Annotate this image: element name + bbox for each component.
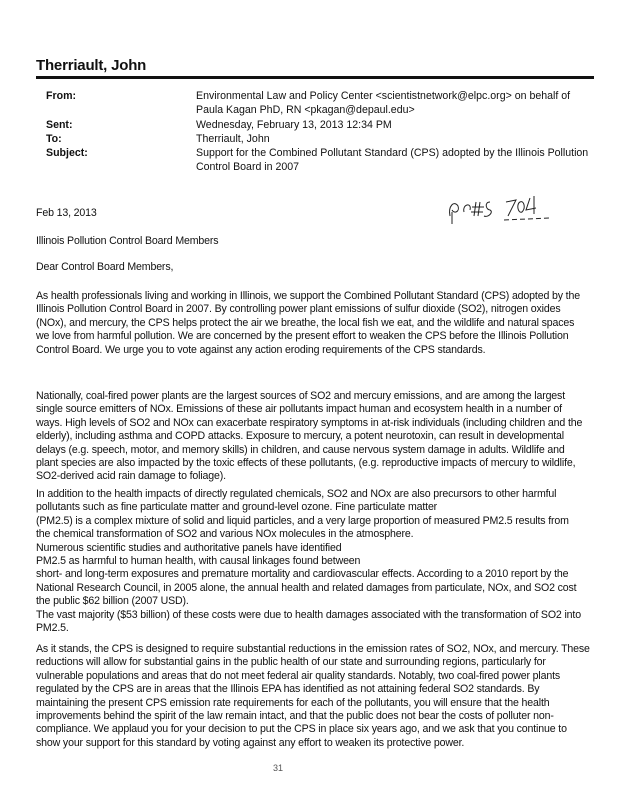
paragraph-line: SO2-derived acid rain damage to foliage). bbox=[36, 470, 226, 483]
paragraph-line: elderly), including asthma and COPD attacks. Exposure to mercury, a potent neurotoxin, can result in developmental bbox=[36, 430, 564, 443]
paragraph-line: reductions will allow for substantial gains in the public health of our state and surrounding regions, particularly for bbox=[36, 656, 546, 669]
page-number: 31 bbox=[273, 763, 284, 773]
paragraph-line: improvements behind the spirit of the law remain intact, and that the public does not bear the costs of polluter non- bbox=[36, 709, 554, 722]
paragraph-line: ways. High levels of SO2 and NOx can exacerbate respiratory symptoms in at-risk individuals (including children and the bbox=[36, 416, 583, 429]
paragraph-line: compliance. We applaud you for your decision to put the CPS in place six years ago, and we ask that you continue to bbox=[36, 723, 567, 736]
paragraph-line: PM2.5 as harmful to human health, with causal linkages found between bbox=[36, 554, 361, 567]
paragraph-line: the public $62 billion (2007 USD). bbox=[36, 595, 189, 608]
sent-value: Wednesday, February 13, 2013 12:34 PM bbox=[196, 119, 392, 131]
subject-label: Subject: bbox=[46, 147, 88, 159]
paragraph-line: PM2.5. bbox=[36, 621, 69, 634]
paragraph-1 bbox=[36, 290, 580, 357]
to-label: To: bbox=[46, 133, 62, 145]
from-label: From: bbox=[46, 90, 77, 102]
paragraph-line: National Research Council, in 2005 alone, the annual health and related damages from particulate, NOx, and SO2 cost bbox=[36, 581, 577, 594]
letter-date: Feb 13, 2013 bbox=[36, 207, 97, 219]
paragraph-line: The vast majority ($53 billion) of these costs were due to health damages associated with the transformation of SO2 into bbox=[36, 608, 581, 621]
paragraph-line: short- and long-term exposures and premature mortality and cardiovascular effects. According to a 2010 report by the bbox=[36, 568, 569, 581]
paragraph-line: single source emitters of NOx. Emissions of these air pollutants impact human and ecosystem health in a number of bbox=[36, 403, 562, 416]
from-value: Environmental Law and Policy Center <scientistnetwork@elpc.org> on behalf of Paula Kagan PhD, RN <pkagan@depaul.edu> bbox=[196, 90, 571, 116]
header-divider bbox=[36, 76, 594, 79]
paragraph-line: (PM2.5) is a complex mixture of solid and liquid particles, and a very large proportion of measured PM2.5 results from bbox=[36, 514, 569, 527]
paragraph-line: show your support for this standard by voting against any effort to weaken its protective power. bbox=[36, 736, 465, 749]
paragraph-line: As it stands, the CPS is designed to require substantial reductions in the emission rates of SO2, NOx, and mercury. These bbox=[36, 643, 590, 655]
letter-addressee: Illinois Pollution Control Board Members bbox=[36, 235, 219, 247]
paragraph-3 bbox=[36, 488, 581, 635]
paragraph-line: we love from harmful pollution. We are concerned by the present effort to weaken the CPS before the Illinois Pollution bbox=[36, 330, 569, 343]
paragraph-2 bbox=[36, 390, 582, 484]
paragraph-line: delays (e.g. speech, motor, and memory skills) in children, and cause nervous system damage in adults. Wildlife and bbox=[36, 443, 565, 456]
mailbox-owner-name: Therriault, John bbox=[36, 57, 147, 74]
handwritten-stamp bbox=[446, 186, 556, 231]
paragraph-line: regulated by the CPS are in areas that the Illinois EPA has identified as not attaining federal SO2 standards. By bbox=[36, 683, 540, 696]
paragraph-line: vulnerable populations and areas that do not meet federal air quality standards. Notably, two coal-fired power plants bbox=[36, 669, 561, 682]
paragraph-line: (NOx), and mercury, the CPS helps protect the air we breathe, the local fish we eat, and the wildlife and natural spaces bbox=[36, 316, 575, 329]
paragraph-line: As health professionals living and working in Illinois, we support the Combined Pollutant Standard (CPS) adopted by the bbox=[36, 290, 580, 302]
paragraph-line: Control Board. We urge you to vote against any action eroding requirements of the CPS standards. bbox=[36, 343, 486, 356]
subject-value: Support for the Combined Pollutant Standard (CPS) adopted by the Illinois Pollution Control Board in 2007 bbox=[196, 147, 589, 173]
paragraph-line: Nationally, coal-fired power plants are the largest sources of SO2 and mercury emissions, and are among the largest bbox=[36, 390, 565, 402]
paragraph-line: In addition to the health impacts of directly regulated chemicals, SO2 and NOx are also precursors to other harmful bbox=[36, 488, 557, 500]
paragraph-line: Numerous scientific studies and authoritative panels have identified bbox=[36, 541, 342, 554]
paragraph-line: the chemical transformation of SO2 and various NOx molecules in the atmosphere. bbox=[36, 528, 414, 541]
sent-label: Sent: bbox=[46, 119, 73, 131]
paragraph-line: Illinois Pollution Control Board in 2007. By controlling power plant emissions of sulfur dioxide (SO2), nitrogen oxides bbox=[36, 303, 561, 316]
to-value: Therriault, John bbox=[196, 133, 270, 145]
paragraph-4 bbox=[36, 643, 590, 750]
paragraph-line: pollutants such as fine particulate matter and ground-level ozone. Fine particulate matter bbox=[36, 501, 438, 514]
paragraph-line: maintaining the present CPS emission rate requirements for each of the pollutants, you will ensure that the health bbox=[36, 696, 550, 709]
paragraph-line: plant species are also impacted by the toxic effects of these pollutants, (e.g. reproductive impacts of mercury to wildlife, bbox=[36, 456, 576, 469]
letter-salutation: Dear Control Board Members, bbox=[36, 261, 174, 273]
